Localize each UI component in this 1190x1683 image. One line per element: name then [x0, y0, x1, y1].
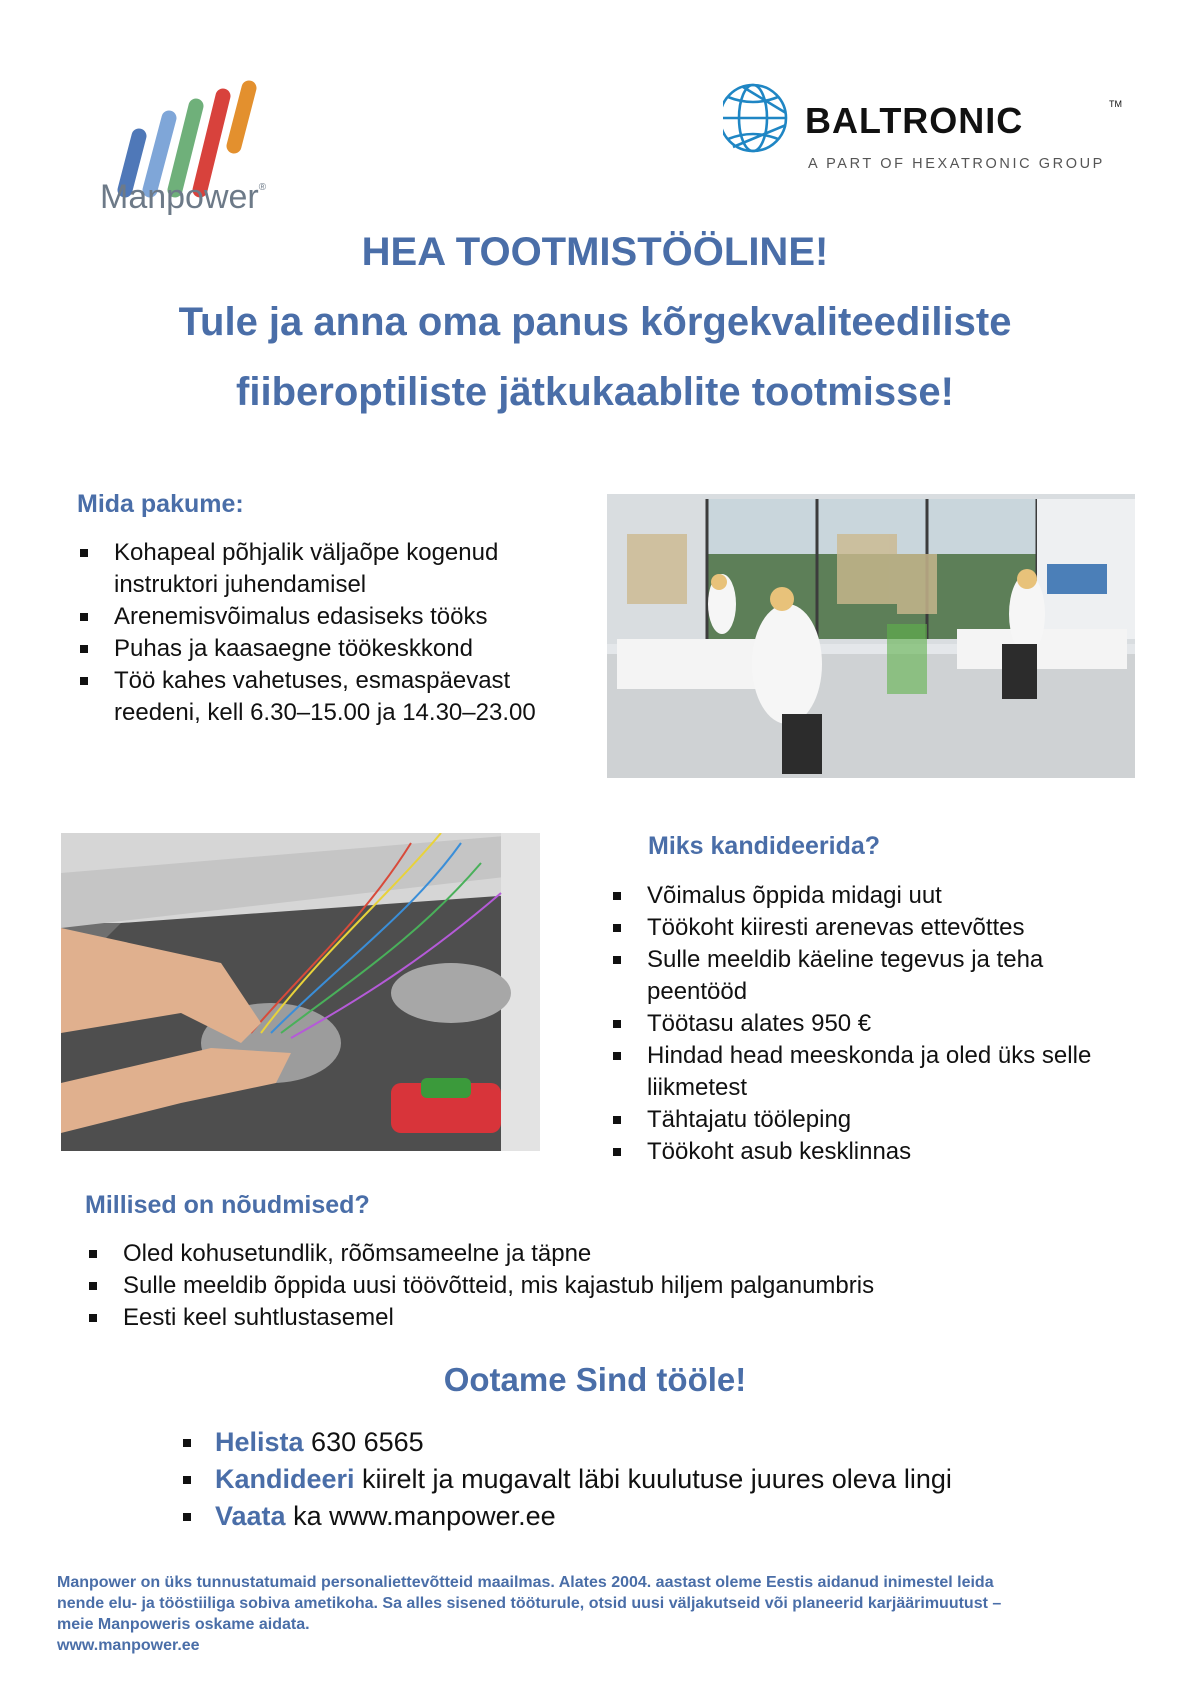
visit-keyword: Vaata	[215, 1501, 286, 1531]
footer-text: Manpower on üks tunnustatumaid personaliettevõtteid maailmas. Alates 2004. aastast oleme Eestis aidanud inimestel leida nende elu- ja tööstiiliga sobiva ametikoha. Sa alles sisened tööturule, otsid uusi väljakutseid või planeerid karjäärimuutust – meie Manpoweris oskame aidata. www.manpower.ee	[57, 1572, 1137, 1656]
baltronic-tagline: A PART OF HEXATRONIC GROUP	[808, 156, 1105, 172]
requirements-heading: Millised on nõudmised?	[85, 1191, 370, 1219]
apply-keyword: Kandideeri	[215, 1464, 355, 1494]
list-item: Puhas ja kaasaegne töökeskkond	[77, 633, 577, 665]
list-item: Tähtajatu tööleping	[610, 1104, 1150, 1136]
cta-item-apply: Kandideeri kiirelt ja mugavalt läbi kuulutuse juures oleva lingi	[180, 1461, 1080, 1498]
headline-line-2: Tule ja anna oma panus kõrgekvaliteediliste	[178, 300, 1012, 344]
list-item: Sulle meeldib õppida uusi töövõtteid, mis kajastub hiljem palganumbris	[86, 1270, 1086, 1302]
globe-icon	[723, 85, 786, 151]
baltronic-wordmark: BALTRONIC	[805, 100, 1024, 141]
manpower-wordmark: Manpower®	[100, 178, 267, 216]
website-link[interactable]: ka www.manpower.ee	[285, 1501, 556, 1531]
list-item: Töökoht kiiresti arenevas ettevõttes	[610, 912, 1150, 944]
list-item: Töö kahes vahetuses, esmaspäevast reedeni, kell 6.30–15.00 ja 14.30–23.00	[77, 665, 577, 729]
footer-website-link[interactable]: www.manpower.ee	[57, 1637, 200, 1654]
cta-list	[180, 1424, 1080, 1535]
headline-line-3: fiiberoptiliste jätkukaablite tootmisse!	[236, 370, 954, 414]
list-item: Hindad head meeskonda ja oled üks selle liikmetest	[610, 1040, 1150, 1104]
photo-hands-assembling-cables	[61, 833, 540, 1151]
offer-heading: Mida pakume:	[77, 490, 244, 518]
list-item: Oled kohusetundlik, rõõmsameelne ja täpne	[86, 1238, 1086, 1270]
call-keyword: Helista	[215, 1427, 304, 1457]
list-item: Eesti keel suhtlustasemel	[86, 1302, 1086, 1334]
svg-text:TM: TM	[1109, 99, 1122, 109]
phone-number[interactable]: 630 6565	[303, 1427, 424, 1457]
why-apply-list	[610, 880, 1150, 1168]
requirements-list	[86, 1238, 1086, 1334]
cta-item-call	[180, 1424, 1080, 1461]
list-item: Töökoht asub kesklinnas	[610, 1136, 1150, 1168]
why-apply-heading: Miks kandideerida?	[648, 832, 881, 860]
list-item: Kohapeal põhjalik väljaõpe kogenud instruktori juhendamisel	[77, 537, 577, 601]
cta-item-visit	[180, 1498, 1080, 1535]
list-item: Sulle meeldib käeline tegevus ja teha peentööd	[610, 944, 1150, 1008]
offer-list	[77, 537, 577, 729]
list-item: Töötasu alates 950 €	[610, 1008, 1150, 1040]
headline-title: HEA TOOTMISTÖÖLINE!	[361, 230, 829, 274]
list-item: Arenemisvõimalus edasiseks tööks	[77, 601, 577, 633]
photo-production-lab	[607, 494, 1135, 778]
cta-heading: Ootame Sind tööle!	[443, 1361, 747, 1398]
list-item: Võimalus õppida midagi uut	[610, 880, 1150, 912]
